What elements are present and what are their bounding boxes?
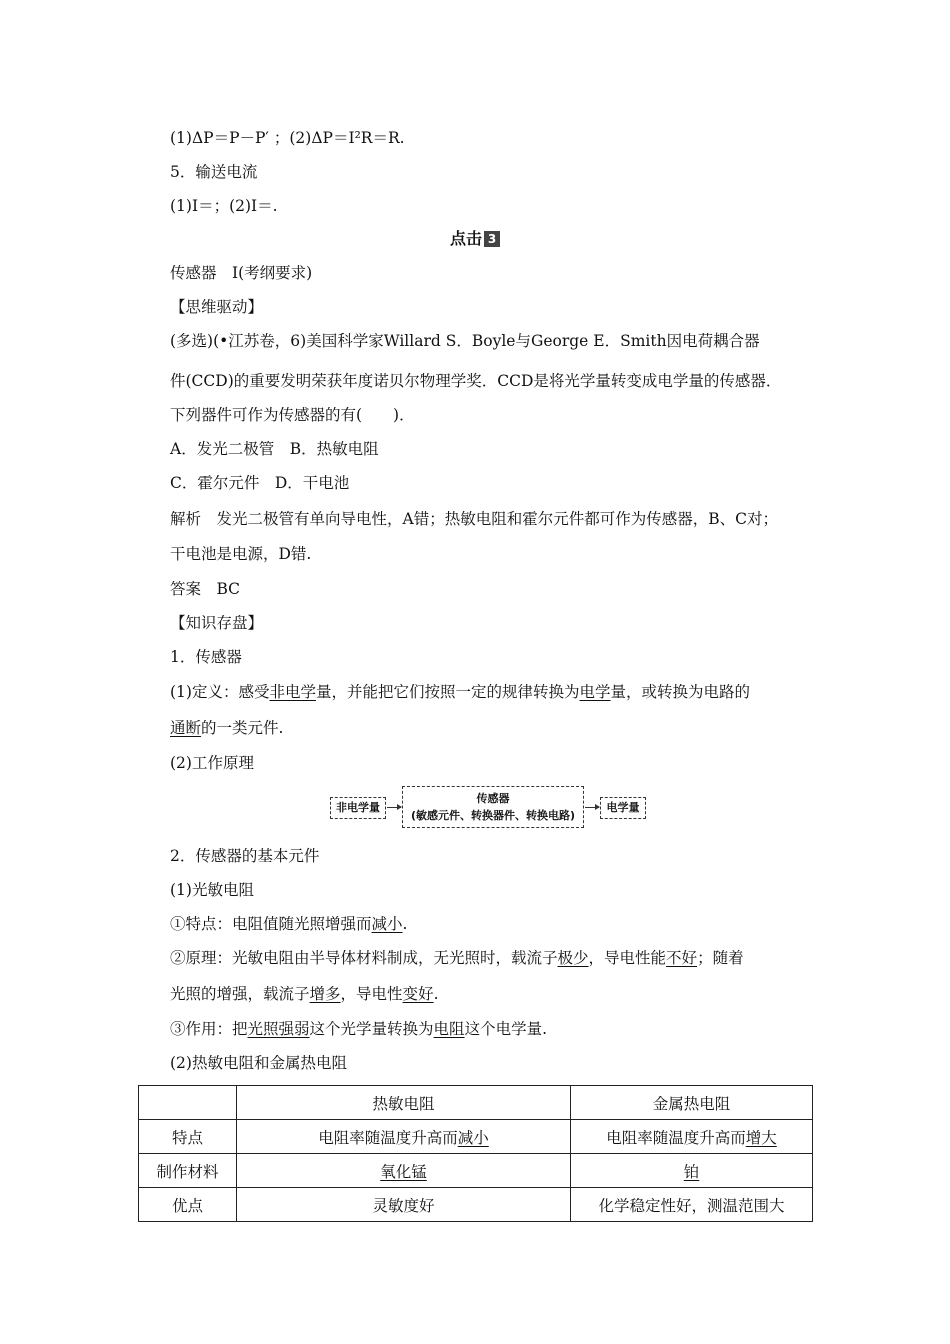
table-row [139,1120,813,1154]
topic-line: 传感器 Ⅰ(考纲要求) [170,264,313,282]
table-row [139,1154,813,1188]
row-label: 特点 [139,1120,237,1154]
definition-text: 的一类元件. [201,719,284,737]
principle-text: ，导电性能 [588,949,667,967]
cell-text: 电阻率随温度升高而 [318,1128,458,1147]
feature-line [170,913,407,935]
options-cd: C．霍尔元件 D．干电池 [170,474,350,492]
principle-text: 光照的增强，载流子 [170,985,310,1003]
section-5-title: 5．输送电流 [170,163,258,181]
loss-formula-line [170,127,405,149]
click-number-badge: 3 [484,231,500,247]
section-5-formula: (1)I＝；(2)I＝. [170,197,278,215]
function-text: 这个光学量转换为 [309,1020,434,1038]
principle-line-2 [170,983,439,1005]
question-line-1: (多选)(•江苏卷，6)美国科学家Willard S．Boyle与George E．Smith因电荷耦合器 [170,332,760,350]
table-header-cell [139,1086,237,1120]
principle-text: ，导电性 [340,985,403,1003]
knowledge-title: 【知识存盘】 [170,614,264,632]
k2-title: 2．传感器的基本元件 [170,847,320,865]
blank-on-off: 通断 [170,719,202,737]
blank-increase: 增多 [309,985,341,1003]
table-cell: 化学稳定性好，测温范围大 [571,1188,813,1222]
feature-text: . [402,915,408,933]
resistor-comparison-table [138,1085,813,1222]
table-cell [571,1154,813,1188]
definition-text: 量，并能把它们按照一定的规律转换为 [315,683,580,701]
blank-better: 变好 [402,985,434,1003]
row-label: 优点 [139,1188,237,1222]
feature-text: ①特点：电阻值随光照增强而 [170,915,372,933]
principle-text: ；随着 [697,949,744,967]
function-line [170,1018,547,1040]
table-header-row [139,1086,813,1120]
blank-resistance: 电阻 [433,1020,465,1038]
photoresistor-title: (1)光敏电阻 [170,881,254,899]
definition-line [170,681,750,703]
table-cell [237,1154,571,1188]
principle-text: . [433,985,439,1003]
blank-light-intensity: 光照强弱 [247,1020,310,1038]
drive-title: 【思维驱动】 [170,298,264,316]
loss-formula: (1)ΔP＝P－P′ ；(2)ΔP＝I²R＝R. [170,129,405,147]
flow-arrow [387,807,401,808]
definition-line-2 [170,717,283,739]
function-text: ③作用：把 [170,1020,248,1038]
blank-increase: 增大 [745,1128,777,1147]
flow-sensor-subtitle: (敏感元件、转换器件、转换电路) [410,809,576,822]
principle-text: ②原理：光敏电阻由半导体材料制成，无光照时，载流子 [170,949,558,967]
blank-very-few: 极少 [557,949,589,967]
analysis-line-2: 干电池是电源，D错. [170,545,312,563]
cell-text: 电阻率随温度升高而 [606,1128,746,1147]
options-ab: A．发光二极管 B．热敏电阻 [170,440,379,458]
blank-not-good: 不好 [666,949,698,967]
table-cell: 灵敏度好 [237,1188,571,1222]
question-line-3: 下列器件可作为传感器的有( )． [170,406,415,424]
click-label: 点击 [449,229,482,248]
thermistor-title: (2)热敏电阻和金属热电阻 [170,1054,347,1072]
principle-title: (2)工作原理 [170,754,254,772]
definition-text: 量，或转换为电路的 [610,683,751,701]
analysis-line-1: 解析 发光二极管有单向导电性，A错；热敏电阻和霍尔元件都可作为传感器，B、C对； [170,510,778,528]
table-cell [237,1120,571,1154]
click-3-heading [0,226,950,249]
table-row [139,1188,813,1222]
sensor-flow-diagram [330,786,646,828]
blank-electric: 电学 [579,683,611,701]
flow-output-box: 电学量 [600,797,646,819]
table-header-cell: 金属热电阻 [571,1086,813,1120]
question-line-2: 件(CCD)的重要发明荣获年度诺贝尔物理学奖．CCD是将光学量转变成电学量的传感器． [170,372,782,390]
row-label: 制作材料 [139,1154,237,1188]
flow-sensor-box [402,786,584,828]
function-text: 这个电学量. [464,1020,547,1038]
blank-platinum: 铂 [683,1162,700,1181]
blank-decrease: 减小 [371,915,403,933]
flow-sensor-title: 传感器 [476,792,510,805]
flow-arrow [585,807,599,808]
answer-line: 答案 BC [170,580,241,598]
definition-text: (1)定义：感受 [170,683,270,701]
blank-manganese-oxide: 氧化锰 [380,1162,427,1181]
blank-non-electric: 非电学 [269,683,316,701]
blank-decrease: 减小 [457,1128,489,1147]
principle-line [170,947,744,969]
k1-title: 1．传感器 [170,648,242,666]
flow-input-box: 非电学量 [330,797,386,819]
table-cell [571,1120,813,1154]
table-header-cell: 热敏电阻 [237,1086,571,1120]
